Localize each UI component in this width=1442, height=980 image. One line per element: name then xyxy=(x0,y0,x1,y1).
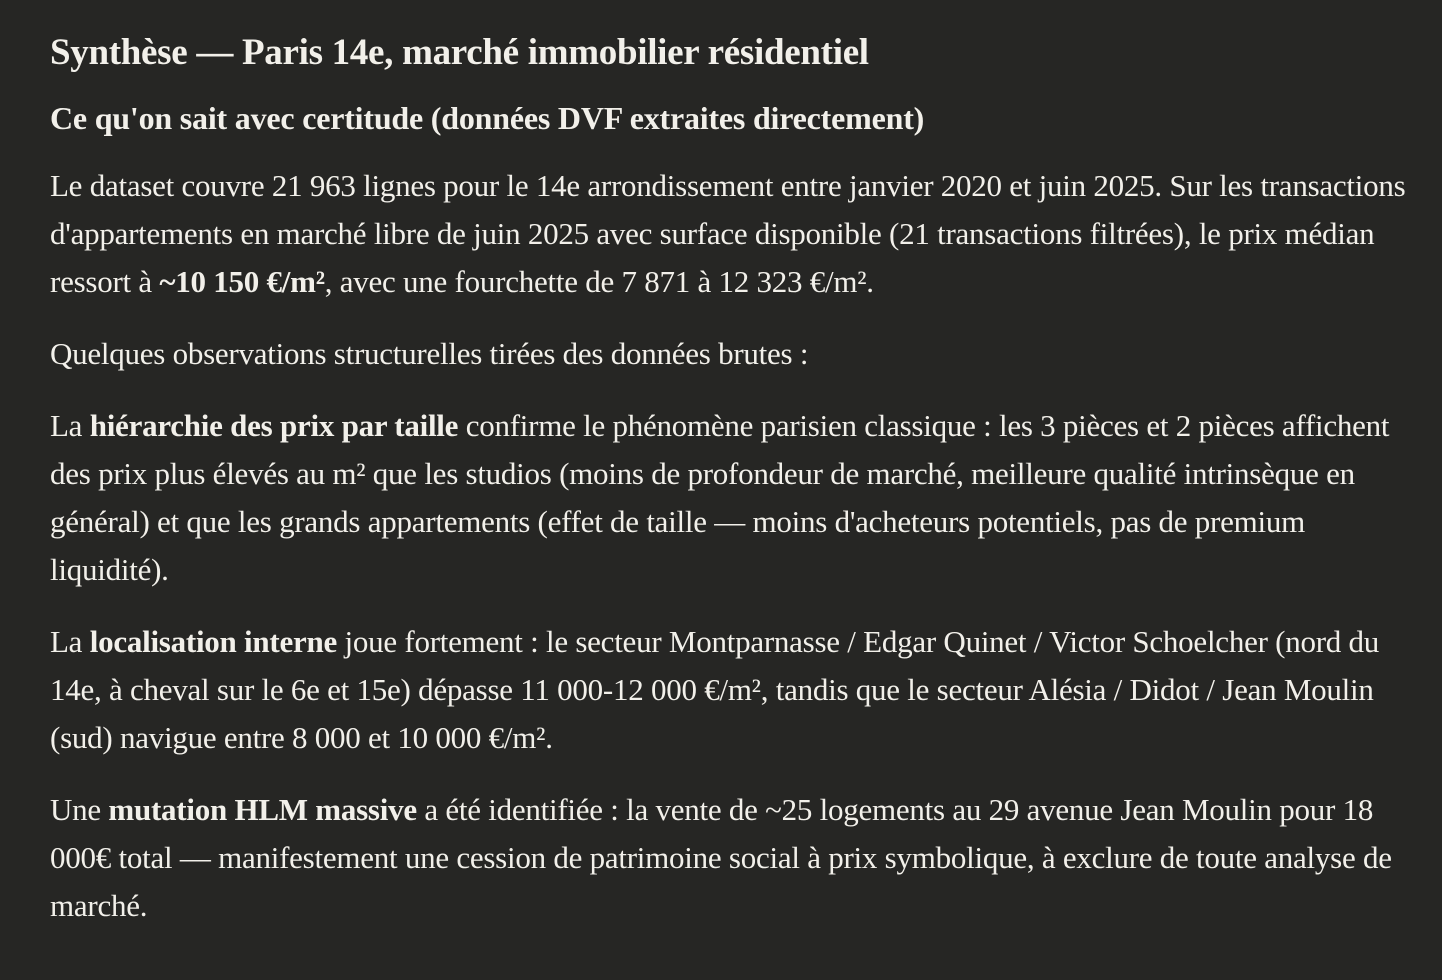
price-hierarchy-highlight: hiérarchie des prix par taille xyxy=(89,408,459,443)
paragraph-price-hierarchy xyxy=(50,402,1415,594)
text-run: , avec une fourchette de 7 871 à 12 323 €/m². xyxy=(324,264,874,299)
median-price-highlight: ~10 150 €/m² xyxy=(159,264,325,299)
paragraph-observations-intro: Quelques observations structurelles tirées des données brutes : xyxy=(50,336,809,371)
text-run: Le dataset couvre 21 963 lignes pour le 14e arrondissement entre janvier 2020 et juin 2025. Sur les transactions d'appartements en marché libre de juin 2025 avec surface disponible (21 transactions filtrées), le prix médian ressort à xyxy=(50,168,1406,299)
document-body xyxy=(50,26,1415,954)
paragraph-internal-location xyxy=(50,618,1415,762)
text-run: La xyxy=(50,624,90,659)
text-run: confirme le phénomène parisien classique : les 3 pièces et 2 pièces affichent des prix plus élevés au m² que les studios (moins de profondeur de marché, meilleure qualité intrinsèque en général) et que les grands appartements (effet de taille — moins d'acheteurs potentiels, pas de premium liquidité). xyxy=(50,408,1390,587)
text-run: joue fortement : le secteur Montparnasse / Edgar Quinet / Victor Schoelcher (nord du 14e, à cheval sur le 6e et 15e) dépasse 11 000-12 000 €/m², tandis que le secteur Alésia / Didot / Jean Moulin (sud) navigue entre 8 000 et 10 000 €/m². xyxy=(50,624,1380,755)
section-heading: Ce qu'on sait avec certitude (données DVF extraites directement) xyxy=(50,100,925,136)
text-run: La xyxy=(50,408,90,443)
text-run: a été identifiée : la vente de ~25 logements au 29 avenue Jean Moulin pour 18 000€ total — manifestement une cession de patrimoine social à prix symbolique, à exclure de toute analyse de marché. xyxy=(50,792,1392,923)
paragraph-dataset-summary xyxy=(50,162,1415,306)
paragraph-hlm-mutation xyxy=(50,786,1415,930)
text-run: Une xyxy=(50,792,109,827)
internal-location-highlight: localisation interne xyxy=(89,624,337,659)
document-title: Synthèse — Paris 14e, marché immobilier résidentiel xyxy=(50,32,869,73)
hlm-mutation-highlight: mutation HLM massive xyxy=(108,792,417,827)
